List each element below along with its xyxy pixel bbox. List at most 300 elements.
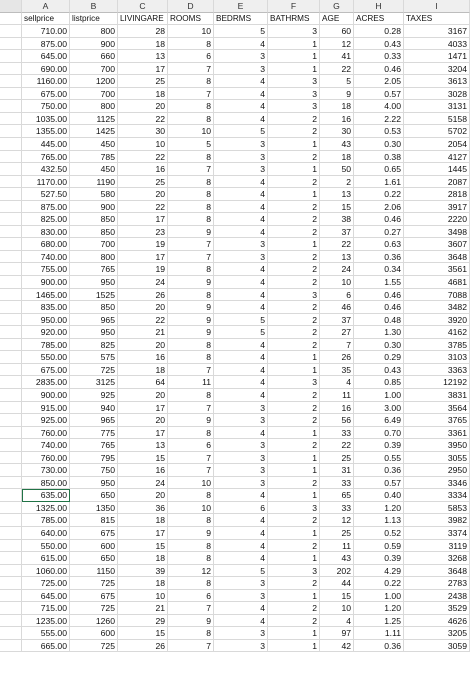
cell-bedrooms[interactable]: 3 [214, 452, 268, 465]
row-gutter[interactable] [0, 514, 22, 527]
cell-age[interactable]: 50 [320, 163, 354, 176]
cell-rooms[interactable]: 8 [168, 427, 214, 440]
cell-bedrooms[interactable]: 4 [214, 389, 268, 402]
cell-sellprice[interactable]: 920.00 [22, 326, 70, 339]
cell-rooms[interactable]: 9 [168, 301, 214, 314]
cell-listprice[interactable]: 800 [70, 100, 118, 113]
cell-age[interactable]: 18 [320, 100, 354, 113]
cell-rooms[interactable]: 8 [168, 627, 214, 640]
row-gutter[interactable] [0, 251, 22, 264]
cell-taxes[interactable]: 3648 [404, 565, 470, 578]
column-header-e[interactable]: E [214, 0, 268, 13]
cell-bathrooms[interactable]: 2 [268, 226, 320, 239]
cell-taxes[interactable]: 2087 [404, 176, 470, 189]
cell-bathrooms[interactable]: 1 [268, 590, 320, 603]
cell-bathrooms[interactable]: 2 [268, 439, 320, 452]
cell-listprice[interactable]: 1350 [70, 502, 118, 515]
cell-acres[interactable]: 0.33 [354, 50, 404, 63]
cell-livingarea[interactable]: 24 [118, 276, 168, 289]
cell-bedrooms[interactable]: 6 [214, 502, 268, 515]
cell-livingarea[interactable]: 19 [118, 263, 168, 276]
cell-listprice[interactable]: 775 [70, 427, 118, 440]
cell-sellprice[interactable]: 760.00 [22, 427, 70, 440]
cell-sellprice[interactable]: 1355.00 [22, 125, 70, 138]
cell-bathrooms[interactable]: 2 [268, 414, 320, 427]
cell-bedrooms[interactable]: 4 [214, 100, 268, 113]
cell-acres[interactable]: 0.43 [354, 364, 404, 377]
cell-listprice[interactable]: 900 [70, 201, 118, 214]
row-gutter[interactable] [0, 238, 22, 251]
column-header-c[interactable]: C [118, 0, 168, 13]
cell-sellprice[interactable]: 527.50 [22, 188, 70, 201]
cell-listprice[interactable]: 700 [70, 238, 118, 251]
cell-listprice[interactable]: 600 [70, 627, 118, 640]
cell-acres[interactable]: 0.53 [354, 125, 404, 138]
cell-age[interactable]: 30 [320, 125, 354, 138]
cell-rooms[interactable]: 8 [168, 289, 214, 302]
cell-livingarea[interactable]: 13 [118, 50, 168, 63]
cell-rooms[interactable]: 9 [168, 615, 214, 628]
cell-acres[interactable]: 0.27 [354, 226, 404, 239]
row-gutter[interactable] [0, 201, 22, 214]
cell-bathrooms[interactable]: 3 [268, 100, 320, 113]
row-gutter[interactable] [0, 552, 22, 565]
cell-age[interactable]: 6 [320, 289, 354, 302]
cell-bathrooms[interactable]: 2 [268, 176, 320, 189]
cell-livingarea[interactable]: 26 [118, 289, 168, 302]
cell-rooms[interactable]: 10 [168, 477, 214, 490]
cell-taxes[interactable]: 1471 [404, 50, 470, 63]
cell-bedrooms[interactable]: 4 [214, 263, 268, 276]
cell-bedrooms[interactable]: 3 [214, 151, 268, 164]
row-gutter[interactable] [0, 540, 22, 553]
cell-sellprice[interactable]: 765.00 [22, 151, 70, 164]
cell-age[interactable]: 9 [320, 88, 354, 101]
cell-acres[interactable]: 0.43 [354, 38, 404, 51]
cell-listprice[interactable]: 785 [70, 151, 118, 164]
cell-taxes[interactable]: 2220 [404, 213, 470, 226]
cell-taxes[interactable]: 4681 [404, 276, 470, 289]
cell-acres[interactable]: 0.39 [354, 439, 404, 452]
cell-acres[interactable]: 0.55 [354, 452, 404, 465]
row-gutter[interactable] [0, 477, 22, 490]
cell-acres[interactable]: 6.49 [354, 414, 404, 427]
cell-bedrooms[interactable]: 3 [214, 138, 268, 151]
cell-age[interactable]: 26 [320, 351, 354, 364]
cell-listprice[interactable]: 765 [70, 439, 118, 452]
header-cell-bathrooms[interactable]: BATHRMS [268, 13, 320, 26]
cell-listprice[interactable]: 600 [70, 540, 118, 553]
cell-livingarea[interactable]: 20 [118, 301, 168, 314]
cell-age[interactable]: 22 [320, 238, 354, 251]
cell-listprice[interactable]: 965 [70, 414, 118, 427]
cell-age[interactable]: 4 [320, 615, 354, 628]
row-gutter[interactable] [0, 263, 22, 276]
cell-sellprice[interactable]: 785.00 [22, 339, 70, 352]
cell-sellprice[interactable]: 710.00 [22, 25, 70, 38]
cell-bedrooms[interactable]: 4 [214, 88, 268, 101]
row-gutter[interactable] [0, 464, 22, 477]
cell-rooms[interactable]: 8 [168, 100, 214, 113]
cell-sellprice[interactable]: 665.00 [22, 640, 70, 653]
row-gutter[interactable] [0, 226, 22, 239]
cell-bedrooms[interactable]: 4 [214, 427, 268, 440]
cell-bathrooms[interactable]: 1 [268, 527, 320, 540]
cell-listprice[interactable]: 450 [70, 163, 118, 176]
cell-rooms[interactable]: 8 [168, 38, 214, 51]
cell-age[interactable]: 37 [320, 226, 354, 239]
cell-listprice[interactable]: 700 [70, 63, 118, 76]
cell-acres[interactable]: 0.30 [354, 339, 404, 352]
cell-listprice[interactable]: 1190 [70, 176, 118, 189]
cell-bedrooms[interactable]: 3 [214, 238, 268, 251]
cell-bedrooms[interactable]: 3 [214, 640, 268, 653]
cell-listprice[interactable]: 660 [70, 50, 118, 63]
cell-sellprice[interactable]: 1465.00 [22, 289, 70, 302]
cell-bathrooms[interactable]: 2 [268, 263, 320, 276]
cell-age[interactable]: 15 [320, 201, 354, 214]
cell-sellprice[interactable]: 730.00 [22, 464, 70, 477]
cell-livingarea[interactable]: 17 [118, 527, 168, 540]
cell-taxes[interactable]: 3607 [404, 238, 470, 251]
cell-livingarea[interactable]: 20 [118, 100, 168, 113]
header-cell-bedrooms[interactable]: BEDRMS [214, 13, 268, 26]
cell-taxes[interactable]: 3167 [404, 25, 470, 38]
cell-rooms[interactable]: 8 [168, 75, 214, 88]
row-gutter[interactable] [0, 100, 22, 113]
cell-taxes[interactable]: 3765 [404, 414, 470, 427]
cell-age[interactable]: 15 [320, 590, 354, 603]
cell-age[interactable]: 43 [320, 552, 354, 565]
cell-sellprice[interactable]: 690.00 [22, 63, 70, 76]
cell-rooms[interactable]: 7 [168, 163, 214, 176]
cell-taxes[interactable]: 5702 [404, 125, 470, 138]
row-gutter[interactable] [0, 376, 22, 389]
cell-acres[interactable]: 4.29 [354, 565, 404, 578]
cell-sellprice[interactable]: 830.00 [22, 226, 70, 239]
cell-acres[interactable]: 0.57 [354, 88, 404, 101]
cell-rooms[interactable]: 8 [168, 351, 214, 364]
cell-sellprice[interactable]: 1060.00 [22, 565, 70, 578]
cell-listprice[interactable]: 900 [70, 38, 118, 51]
cell-livingarea[interactable]: 15 [118, 540, 168, 553]
row-gutter[interactable] [0, 364, 22, 377]
cell-livingarea[interactable]: 24 [118, 477, 168, 490]
cell-bathrooms[interactable]: 2 [268, 577, 320, 590]
header-cell-listprice[interactable]: listprice [70, 13, 118, 26]
cell-listprice[interactable]: 765 [70, 263, 118, 276]
cell-bedrooms[interactable]: 3 [214, 251, 268, 264]
cell-sellprice[interactable]: 675.00 [22, 88, 70, 101]
cell-age[interactable]: 60 [320, 25, 354, 38]
cell-bathrooms[interactable]: 2 [268, 615, 320, 628]
column-header-i[interactable]: I [404, 0, 470, 13]
cell-bedrooms[interactable]: 4 [214, 188, 268, 201]
row-gutter[interactable] [0, 502, 22, 515]
cell-rooms[interactable]: 5 [168, 138, 214, 151]
cell-listprice[interactable]: 1260 [70, 615, 118, 628]
row-gutter[interactable] [0, 339, 22, 352]
cell-bedrooms[interactable]: 3 [214, 402, 268, 415]
cell-rooms[interactable]: 7 [168, 364, 214, 377]
cell-livingarea[interactable]: 20 [118, 414, 168, 427]
cell-sellprice[interactable]: 645.00 [22, 590, 70, 603]
cell-age[interactable]: 2 [320, 176, 354, 189]
cell-sellprice[interactable]: 875.00 [22, 38, 70, 51]
cell-livingarea[interactable]: 17 [118, 251, 168, 264]
cell-bathrooms[interactable]: 1 [268, 163, 320, 176]
row-gutter[interactable] [0, 301, 22, 314]
cell-rooms[interactable]: 8 [168, 113, 214, 126]
row-gutter[interactable] [0, 163, 22, 176]
column-header-g[interactable]: G [320, 0, 354, 13]
cell-livingarea[interactable]: 28 [118, 25, 168, 38]
cell-rooms[interactable]: 8 [168, 552, 214, 565]
cell-rooms[interactable]: 8 [168, 176, 214, 189]
cell-livingarea[interactable]: 18 [118, 364, 168, 377]
cell-bathrooms[interactable]: 3 [268, 376, 320, 389]
header-cell-livingarea[interactable]: LIVINGARE [118, 13, 168, 26]
cell-livingarea[interactable]: 17 [118, 427, 168, 440]
cell-taxes[interactable]: 4626 [404, 615, 470, 628]
cell-bedrooms[interactable]: 4 [214, 615, 268, 628]
cell-bedrooms[interactable]: 4 [214, 176, 268, 189]
cell-age[interactable]: 13 [320, 188, 354, 201]
cell-listprice[interactable]: 800 [70, 25, 118, 38]
cell-bathrooms[interactable]: 3 [268, 75, 320, 88]
cell-bathrooms[interactable]: 1 [268, 364, 320, 377]
cell-livingarea[interactable]: 15 [118, 627, 168, 640]
cell-taxes[interactable]: 2818 [404, 188, 470, 201]
cell-age[interactable]: 33 [320, 502, 354, 515]
cell-rooms[interactable]: 12 [168, 565, 214, 578]
cell-sellprice[interactable]: 715.00 [22, 602, 70, 615]
cell-acres[interactable]: 0.63 [354, 238, 404, 251]
row-gutter[interactable] [0, 565, 22, 578]
cell-taxes[interactable]: 3613 [404, 75, 470, 88]
cell-bedrooms[interactable]: 3 [214, 50, 268, 63]
cell-acres[interactable]: 0.22 [354, 188, 404, 201]
cell-bathrooms[interactable]: 2 [268, 514, 320, 527]
cell-taxes[interactable]: 5853 [404, 502, 470, 515]
cell-sellprice[interactable]: 1170.00 [22, 176, 70, 189]
cell-bedrooms[interactable]: 3 [214, 627, 268, 640]
cell-livingarea[interactable]: 22 [118, 314, 168, 327]
row-gutter[interactable] [0, 527, 22, 540]
cell-sellprice[interactable]: 740.00 [22, 439, 70, 452]
cell-taxes[interactable]: 3334 [404, 489, 470, 502]
row-gutter[interactable] [0, 452, 22, 465]
cell-bedrooms[interactable]: 4 [214, 376, 268, 389]
column-header-h[interactable]: H [354, 0, 404, 13]
column-header-f[interactable]: F [268, 0, 320, 13]
cell-age[interactable]: 41 [320, 50, 354, 63]
cell-bedrooms[interactable]: 5 [214, 314, 268, 327]
cell-bedrooms[interactable]: 4 [214, 113, 268, 126]
cell-bathrooms[interactable]: 2 [268, 477, 320, 490]
cell-rooms[interactable]: 7 [168, 238, 214, 251]
cell-listprice[interactable]: 825 [70, 339, 118, 352]
cell-listprice[interactable]: 795 [70, 452, 118, 465]
cell-acres[interactable]: 1.13 [354, 514, 404, 527]
cell-bathrooms[interactable]: 1 [268, 351, 320, 364]
cell-rooms[interactable]: 9 [168, 414, 214, 427]
cell-acres[interactable]: 0.36 [354, 251, 404, 264]
cell-bathrooms[interactable]: 1 [268, 138, 320, 151]
cell-acres[interactable]: 0.70 [354, 427, 404, 440]
cell-acres[interactable]: 0.40 [354, 489, 404, 502]
cell-livingarea[interactable]: 22 [118, 201, 168, 214]
row-gutter[interactable] [0, 113, 22, 126]
cell-listprice[interactable]: 950 [70, 477, 118, 490]
cell-livingarea[interactable]: 29 [118, 615, 168, 628]
cell-listprice[interactable]: 950 [70, 276, 118, 289]
cell-sellprice[interactable]: 1235.00 [22, 615, 70, 628]
cell-rooms[interactable]: 10 [168, 25, 214, 38]
cell-age[interactable]: 11 [320, 540, 354, 553]
cell-bedrooms[interactable]: 4 [214, 514, 268, 527]
header-cell-taxes[interactable]: TAXES [404, 13, 470, 26]
row-gutter[interactable] [0, 602, 22, 615]
cell-taxes[interactable]: 3648 [404, 251, 470, 264]
cell-livingarea[interactable]: 21 [118, 326, 168, 339]
cell-taxes[interactable]: 3205 [404, 627, 470, 640]
cell-sellprice[interactable]: 950.00 [22, 314, 70, 327]
cell-bedrooms[interactable]: 4 [214, 364, 268, 377]
cell-sellprice[interactable]: 635.00 [22, 489, 70, 502]
cell-age[interactable]: 22 [320, 63, 354, 76]
cell-rooms[interactable]: 9 [168, 314, 214, 327]
cell-livingarea[interactable]: 20 [118, 489, 168, 502]
cell-acres[interactable]: 0.30 [354, 138, 404, 151]
cell-acres[interactable]: 0.29 [354, 351, 404, 364]
cell-livingarea[interactable]: 25 [118, 75, 168, 88]
cell-acres[interactable]: 0.46 [354, 63, 404, 76]
cell-rooms[interactable]: 6 [168, 590, 214, 603]
cell-sellprice[interactable]: 1325.00 [22, 502, 70, 515]
cell-bathrooms[interactable]: 1 [268, 427, 320, 440]
cell-livingarea[interactable]: 21 [118, 602, 168, 615]
cell-rooms[interactable]: 8 [168, 389, 214, 402]
cell-acres[interactable]: 0.85 [354, 376, 404, 389]
row-gutter[interactable] [0, 640, 22, 653]
cell-livingarea[interactable]: 26 [118, 640, 168, 653]
cell-sellprice[interactable]: 785.00 [22, 514, 70, 527]
cell-listprice[interactable]: 1150 [70, 565, 118, 578]
cell-taxes[interactable]: 2054 [404, 138, 470, 151]
cell-listprice[interactable]: 850 [70, 213, 118, 226]
cell-listprice[interactable]: 650 [70, 552, 118, 565]
cell-age[interactable]: 65 [320, 489, 354, 502]
cell-bathrooms[interactable]: 3 [268, 565, 320, 578]
cell-acres[interactable]: 4.00 [354, 100, 404, 113]
cell-taxes[interactable]: 2950 [404, 464, 470, 477]
cell-bedrooms[interactable]: 3 [214, 590, 268, 603]
cell-taxes[interactable]: 3363 [404, 364, 470, 377]
cell-livingarea[interactable]: 39 [118, 565, 168, 578]
cell-bathrooms[interactable]: 3 [268, 88, 320, 101]
cell-bathrooms[interactable]: 2 [268, 301, 320, 314]
cell-age[interactable]: 10 [320, 276, 354, 289]
cell-bedrooms[interactable]: 4 [214, 301, 268, 314]
cell-taxes[interactable]: 3498 [404, 226, 470, 239]
header-cell-sellprice[interactable]: sellprice [22, 13, 70, 26]
row-gutter[interactable] [0, 188, 22, 201]
cell-listprice[interactable]: 965 [70, 314, 118, 327]
cell-rooms[interactable]: 9 [168, 226, 214, 239]
cell-rooms[interactable]: 8 [168, 201, 214, 214]
cell-livingarea[interactable]: 18 [118, 88, 168, 101]
cell-taxes[interactable]: 4033 [404, 38, 470, 51]
cell-livingarea[interactable]: 17 [118, 402, 168, 415]
cell-age[interactable]: 13 [320, 251, 354, 264]
cell-rooms[interactable]: 7 [168, 602, 214, 615]
row-gutter[interactable] [0, 615, 22, 628]
row-gutter[interactable] [0, 402, 22, 415]
header-cell-acres[interactable]: ACRES [354, 13, 404, 26]
cell-acres[interactable]: 3.00 [354, 402, 404, 415]
cell-livingarea[interactable]: 64 [118, 376, 168, 389]
cell-livingarea[interactable]: 22 [118, 151, 168, 164]
cell-livingarea[interactable]: 25 [118, 176, 168, 189]
cell-bathrooms[interactable]: 2 [268, 402, 320, 415]
cell-bathrooms[interactable]: 1 [268, 238, 320, 251]
cell-livingarea[interactable]: 17 [118, 213, 168, 226]
cell-listprice[interactable]: 675 [70, 590, 118, 603]
cell-livingarea[interactable]: 18 [118, 577, 168, 590]
cell-acres[interactable]: 0.59 [354, 540, 404, 553]
cell-listprice[interactable]: 925 [70, 389, 118, 402]
cell-rooms[interactable]: 7 [168, 251, 214, 264]
cell-bedrooms[interactable]: 4 [214, 201, 268, 214]
row-gutter[interactable] [0, 138, 22, 151]
cell-taxes[interactable]: 3059 [404, 640, 470, 653]
cell-livingarea[interactable]: 23 [118, 226, 168, 239]
cell-acres[interactable]: 2.22 [354, 113, 404, 126]
cell-bathrooms[interactable]: 3 [268, 289, 320, 302]
cell-rooms[interactable]: 9 [168, 527, 214, 540]
cell-listprice[interactable]: 650 [70, 489, 118, 502]
cell-bedrooms[interactable]: 4 [214, 527, 268, 540]
cell-age[interactable]: 202 [320, 565, 354, 578]
cell-age[interactable]: 33 [320, 477, 354, 490]
cell-sellprice[interactable]: 432.50 [22, 163, 70, 176]
cell-rooms[interactable]: 8 [168, 339, 214, 352]
cell-bathrooms[interactable]: 2 [268, 326, 320, 339]
cell-age[interactable]: 24 [320, 263, 354, 276]
cell-bathrooms[interactable]: 2 [268, 151, 320, 164]
cell-bedrooms[interactable]: 4 [214, 339, 268, 352]
cell-bathrooms[interactable]: 3 [268, 25, 320, 38]
cell-taxes[interactable]: 3564 [404, 402, 470, 415]
cell-livingarea[interactable]: 20 [118, 339, 168, 352]
cell-livingarea[interactable]: 22 [118, 113, 168, 126]
row-gutter[interactable] [0, 25, 22, 38]
cell-livingarea[interactable]: 18 [118, 552, 168, 565]
row-gutter[interactable] [0, 13, 22, 26]
cell-acres[interactable]: 0.28 [354, 25, 404, 38]
cell-sellprice[interactable]: 725.00 [22, 577, 70, 590]
cell-bedrooms[interactable]: 5 [214, 125, 268, 138]
cell-age[interactable]: 25 [320, 452, 354, 465]
row-gutter[interactable] [0, 289, 22, 302]
cell-listprice[interactable]: 815 [70, 514, 118, 527]
row-gutter[interactable] [0, 414, 22, 427]
cell-bedrooms[interactable]: 3 [214, 577, 268, 590]
cell-bathrooms[interactable]: 2 [268, 602, 320, 615]
cell-bathrooms[interactable]: 1 [268, 464, 320, 477]
cell-bedrooms[interactable]: 4 [214, 38, 268, 51]
